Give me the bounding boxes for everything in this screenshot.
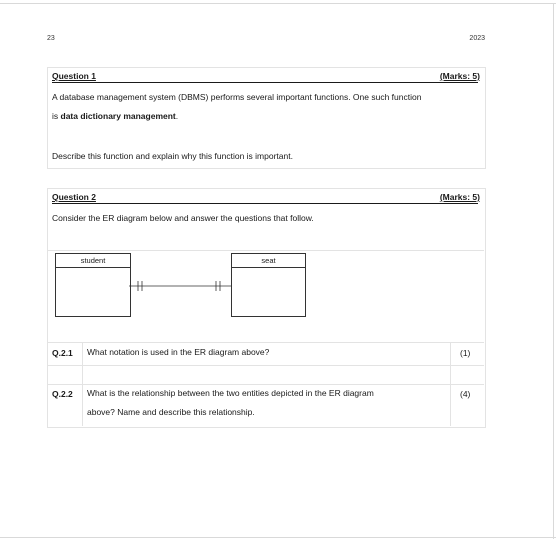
subq-2-1-text: What notation is used in the ER diagram above? <box>87 347 270 357</box>
question-1-key-term: data dictionary management <box>60 111 176 121</box>
subq-2-2-text <box>87 384 374 422</box>
entity-student-name: student <box>56 254 130 268</box>
entity-seat <box>231 253 306 317</box>
question-1-title: Question 1 <box>52 71 96 81</box>
question-1-line-2-prefix: is <box>52 111 61 121</box>
entity-student <box>55 253 131 317</box>
subq-2-2-line-1: What is the relationship between the two entities depicted in the ER diagram <box>87 388 374 398</box>
subq-column-divider-right <box>450 342 451 426</box>
relationship-line <box>128 278 233 294</box>
page-border-bottom <box>0 537 556 538</box>
page-border-right <box>553 3 554 539</box>
question-2-title: Question 2 <box>52 192 96 202</box>
question-1-marks: (Marks: 5) <box>439 71 480 81</box>
subq-2-2-line-2: above? Name and describe this relationship. <box>87 407 255 417</box>
header-year: 2023 <box>469 35 485 42</box>
subq-2-1-marks: (1) <box>460 348 471 358</box>
question-2-intro: Consider the ER diagram below and answer the questions that follow. <box>52 213 314 223</box>
subq-separator-mid-1 <box>47 365 484 366</box>
question-1-title-row <box>52 71 478 83</box>
entity-seat-name: seat <box>232 254 305 268</box>
subq-2-2-number: Q.2.2 <box>52 389 73 399</box>
question-2-title-row <box>52 192 478 204</box>
page-number: 23 <box>47 35 55 42</box>
page-border-top <box>0 3 556 4</box>
question-1-line-2 <box>52 110 178 122</box>
question-1-instruction: Describe this function and explain why this function is important. <box>52 151 293 161</box>
subq-column-divider-left <box>82 342 83 426</box>
question-1-line-1-text: A database management system (DBMS) performs several important functions. One such function <box>52 92 422 102</box>
question-1-line-2-suffix: . <box>175 111 179 121</box>
subq-2-1-number: Q.2.1 <box>52 348 73 358</box>
intro-separator <box>47 250 484 251</box>
subq-2-2-marks: (4) <box>460 389 471 399</box>
question-1-line-1 <box>52 91 421 103</box>
question-2-marks: (Marks: 5) <box>439 192 480 202</box>
